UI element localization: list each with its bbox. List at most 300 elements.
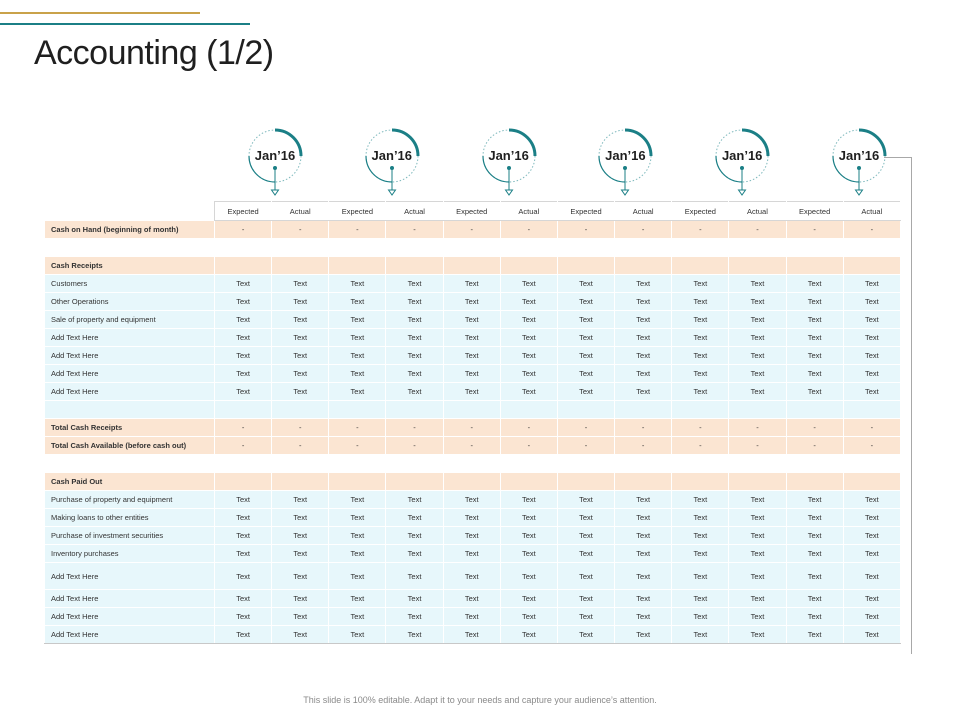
table-row xyxy=(45,545,901,563)
table-cell[interactable]: Text xyxy=(215,545,272,563)
table-cell[interactable]: Text xyxy=(729,275,786,293)
table-cell[interactable] xyxy=(672,455,729,473)
table-cell[interactable] xyxy=(615,401,672,419)
table-cell[interactable]: Text xyxy=(329,491,386,509)
month-label: Jan’16 xyxy=(838,148,880,163)
row-label: Add Text Here xyxy=(45,563,215,590)
table-cell[interactable]: Text xyxy=(615,527,672,545)
table-cell[interactable]: Text xyxy=(729,365,786,383)
table-cell[interactable]: - xyxy=(443,221,500,239)
table-cell[interactable]: Text xyxy=(272,608,329,626)
table-cell[interactable]: Text xyxy=(272,545,329,563)
table-cell[interactable]: - xyxy=(843,437,900,455)
table-cell[interactable]: Text xyxy=(500,365,557,383)
table-cell[interactable]: - xyxy=(672,419,729,437)
table-cell[interactable]: Text xyxy=(786,365,843,383)
table-cell[interactable] xyxy=(272,257,329,275)
table-cell[interactable]: Text xyxy=(672,383,729,401)
table-cell[interactable]: - xyxy=(615,437,672,455)
table-cell[interactable]: - xyxy=(215,221,272,239)
table-cell[interactable]: Text xyxy=(557,383,614,401)
table-cell[interactable]: Text xyxy=(672,491,729,509)
table-cell[interactable]: Text xyxy=(272,590,329,608)
table-cell[interactable]: Text xyxy=(500,383,557,401)
table-cell[interactable]: Text xyxy=(557,608,614,626)
table-cell[interactable] xyxy=(443,455,500,473)
table-cell[interactable]: Text xyxy=(672,509,729,527)
table-cell[interactable]: Text xyxy=(672,626,729,644)
table-cell[interactable]: Text xyxy=(443,527,500,545)
table-cell[interactable]: Text xyxy=(786,293,843,311)
table-cell[interactable]: - xyxy=(615,221,672,239)
table-cell[interactable]: Text xyxy=(843,347,900,365)
table-cell[interactable]: Text xyxy=(786,275,843,293)
table-cell[interactable]: Text xyxy=(215,509,272,527)
table-cell[interactable]: Text xyxy=(272,509,329,527)
table-cell[interactable]: Text xyxy=(500,545,557,563)
table-cell[interactable]: Text xyxy=(215,608,272,626)
table-cell[interactable]: Text xyxy=(215,527,272,545)
table-cell[interactable] xyxy=(557,401,614,419)
table-cell[interactable]: Text xyxy=(386,608,443,626)
column-subheader: Expected xyxy=(215,202,272,221)
table-cell[interactable]: Text xyxy=(500,293,557,311)
table-cell[interactable]: Text xyxy=(786,509,843,527)
table-cell[interactable] xyxy=(786,257,843,275)
table-cell[interactable]: Text xyxy=(500,347,557,365)
table-cell[interactable]: - xyxy=(557,419,614,437)
table-cell[interactable]: Text xyxy=(272,383,329,401)
table-cell[interactable]: Text xyxy=(843,329,900,347)
table-cell[interactable]: Text xyxy=(672,275,729,293)
row-label: Purchase of investment securities xyxy=(45,527,215,545)
table-cell[interactable] xyxy=(272,455,329,473)
table-cell[interactable] xyxy=(329,239,386,257)
table-cell[interactable]: Text xyxy=(843,509,900,527)
table-cell[interactable] xyxy=(215,455,272,473)
table-cell[interactable]: Text xyxy=(615,329,672,347)
table-cell[interactable]: - xyxy=(786,419,843,437)
table-cell[interactable]: Text xyxy=(615,347,672,365)
table-cell[interactable]: Text xyxy=(843,293,900,311)
table-cell[interactable]: Text xyxy=(272,365,329,383)
table-cell[interactable]: Text xyxy=(615,563,672,590)
table-cell[interactable]: Text xyxy=(786,608,843,626)
table-cell[interactable] xyxy=(786,455,843,473)
table-cell[interactable]: Text xyxy=(786,563,843,590)
table-cell[interactable]: Text xyxy=(386,383,443,401)
table-cell[interactable]: Text xyxy=(443,293,500,311)
table-cell[interactable]: - xyxy=(500,221,557,239)
table-cell[interactable]: - xyxy=(557,221,614,239)
table-cell[interactable] xyxy=(729,473,786,491)
table-cell[interactable]: Text xyxy=(729,590,786,608)
table-cell[interactable]: Text xyxy=(672,347,729,365)
table-cell[interactable] xyxy=(500,455,557,473)
table-cell[interactable]: Text xyxy=(672,608,729,626)
table-cell[interactable]: Text xyxy=(272,293,329,311)
column-subheader: Actual xyxy=(729,202,786,221)
table-cell[interactable]: Text xyxy=(386,590,443,608)
table-cell[interactable] xyxy=(615,473,672,491)
table-cell[interactable]: Text xyxy=(615,626,672,644)
table-cell[interactable]: - xyxy=(729,437,786,455)
table-cell[interactable] xyxy=(672,473,729,491)
table-cell[interactable]: Text xyxy=(500,608,557,626)
table-cell[interactable]: Text xyxy=(557,527,614,545)
table-cell[interactable]: - xyxy=(843,419,900,437)
table-cell[interactable] xyxy=(443,239,500,257)
table-cell[interactable] xyxy=(215,239,272,257)
table-cell[interactable]: Text xyxy=(215,365,272,383)
table-cell[interactable]: Text xyxy=(443,545,500,563)
table-cell[interactable] xyxy=(729,239,786,257)
table-cell[interactable]: Text xyxy=(329,509,386,527)
table-cell[interactable]: Text xyxy=(443,275,500,293)
table-cell[interactable]: Text xyxy=(272,347,329,365)
table-cell[interactable]: - xyxy=(500,419,557,437)
table-cell[interactable] xyxy=(729,455,786,473)
table-cell[interactable]: Text xyxy=(272,329,329,347)
table-cell[interactable]: - xyxy=(786,437,843,455)
table-cell[interactable]: Text xyxy=(215,626,272,644)
table-cell[interactable]: - xyxy=(329,221,386,239)
table-cell[interactable]: - xyxy=(386,419,443,437)
table-cell[interactable]: Text xyxy=(615,293,672,311)
table-cell[interactable]: Text xyxy=(329,590,386,608)
table-cell[interactable]: Text xyxy=(215,329,272,347)
table-cell[interactable]: Text xyxy=(843,527,900,545)
table-cell[interactable]: - xyxy=(672,437,729,455)
table-cell[interactable]: Text xyxy=(557,563,614,590)
table-cell[interactable] xyxy=(443,473,500,491)
table-cell[interactable]: Text xyxy=(557,293,614,311)
table-cell[interactable] xyxy=(729,257,786,275)
table-cell[interactable]: Text xyxy=(500,626,557,644)
table-cell[interactable]: Text xyxy=(329,626,386,644)
table-cell[interactable]: Text xyxy=(557,491,614,509)
table-cell[interactable] xyxy=(786,473,843,491)
table-cell[interactable]: Text xyxy=(615,545,672,563)
table-cell[interactable]: Text xyxy=(443,329,500,347)
table-cell[interactable] xyxy=(557,455,614,473)
table-cell[interactable]: Text xyxy=(672,590,729,608)
table-cell[interactable]: Text xyxy=(443,491,500,509)
table-cell[interactable]: Text xyxy=(672,329,729,347)
table-cell[interactable]: Text xyxy=(557,329,614,347)
table-cell[interactable]: Text xyxy=(386,311,443,329)
table-row xyxy=(45,239,901,257)
table-cell[interactable]: Text xyxy=(500,311,557,329)
table-cell[interactable]: Text xyxy=(672,293,729,311)
table-cell[interactable]: Text xyxy=(500,275,557,293)
table-cell[interactable]: Text xyxy=(215,347,272,365)
table-cell[interactable]: - xyxy=(215,437,272,455)
table-cell[interactable]: Text xyxy=(329,293,386,311)
table-cell[interactable] xyxy=(272,473,329,491)
table-cell[interactable]: Text xyxy=(443,383,500,401)
table-cell[interactable]: Text xyxy=(272,527,329,545)
table-cell[interactable]: Text xyxy=(672,545,729,563)
table-cell[interactable] xyxy=(500,239,557,257)
row-label: Sale of property and equipment xyxy=(45,311,215,329)
table-cell[interactable]: Text xyxy=(557,626,614,644)
table-cell[interactable] xyxy=(729,401,786,419)
table-cell[interactable] xyxy=(843,239,900,257)
table-cell[interactable] xyxy=(672,257,729,275)
table-cell[interactable]: Text xyxy=(729,509,786,527)
row-label xyxy=(45,239,215,257)
table-cell[interactable]: Text xyxy=(729,293,786,311)
table-cell[interactable]: Text xyxy=(615,383,672,401)
table-cell[interactable]: Text xyxy=(215,293,272,311)
table-cell[interactable]: Text xyxy=(500,590,557,608)
table-cell[interactable]: Text xyxy=(329,608,386,626)
table-cell[interactable]: Text xyxy=(729,329,786,347)
table-cell[interactable] xyxy=(443,401,500,419)
row-label: Add Text Here xyxy=(45,365,215,383)
table-cell[interactable] xyxy=(386,473,443,491)
table-cell[interactable]: Text xyxy=(615,608,672,626)
table-cell[interactable]: Text xyxy=(329,329,386,347)
table-cell[interactable]: Text xyxy=(843,545,900,563)
table-row xyxy=(45,491,901,509)
table-cell[interactable]: - xyxy=(672,221,729,239)
table-cell[interactable] xyxy=(843,473,900,491)
table-cell[interactable] xyxy=(843,455,900,473)
table-row xyxy=(45,311,901,329)
table-cell[interactable]: Text xyxy=(615,311,672,329)
table-cell[interactable] xyxy=(557,257,614,275)
table-cell[interactable]: Text xyxy=(786,329,843,347)
table-cell[interactable]: Text xyxy=(500,509,557,527)
table-cell[interactable]: Text xyxy=(729,527,786,545)
row-label: Add Text Here xyxy=(45,608,215,626)
table-cell[interactable] xyxy=(215,401,272,419)
table-cell[interactable] xyxy=(500,257,557,275)
table-cell[interactable]: Text xyxy=(272,491,329,509)
table-cell[interactable]: Text xyxy=(557,365,614,383)
table-cell[interactable]: Text xyxy=(729,563,786,590)
table-cell[interactable]: Text xyxy=(786,347,843,365)
table-cell[interactable]: Text xyxy=(443,590,500,608)
table-cell[interactable]: Text xyxy=(729,608,786,626)
table-cell[interactable]: Text xyxy=(500,563,557,590)
table-cell[interactable]: Text xyxy=(672,563,729,590)
table-cell[interactable]: Text xyxy=(729,311,786,329)
table-cell[interactable]: Text xyxy=(215,590,272,608)
table-cell[interactable]: Text xyxy=(786,626,843,644)
table-cell[interactable]: - xyxy=(329,419,386,437)
table-cell[interactable]: - xyxy=(215,419,272,437)
table-cell[interactable] xyxy=(557,473,614,491)
table-cell[interactable]: Text xyxy=(843,563,900,590)
table-cell[interactable]: Text xyxy=(557,347,614,365)
accent-line-gold xyxy=(0,12,200,14)
table-cell[interactable]: Text xyxy=(843,311,900,329)
table-cell[interactable]: Text xyxy=(329,545,386,563)
table-cell[interactable]: Text xyxy=(386,275,443,293)
table-cell[interactable]: Text xyxy=(215,491,272,509)
table-cell[interactable]: Text xyxy=(386,527,443,545)
table-cell[interactable]: - xyxy=(786,221,843,239)
table-cell[interactable]: Text xyxy=(843,275,900,293)
table-cell[interactable]: Text xyxy=(272,311,329,329)
table-cell[interactable]: Text xyxy=(386,347,443,365)
table-cell[interactable]: Text xyxy=(443,347,500,365)
table-cell[interactable]: Text xyxy=(615,275,672,293)
table-cell[interactable]: Text xyxy=(443,626,500,644)
table-cell[interactable] xyxy=(386,455,443,473)
table-cell[interactable]: Text xyxy=(500,527,557,545)
row-label: Purchase of property and equipment xyxy=(45,491,215,509)
table-cell[interactable]: Text xyxy=(329,563,386,590)
table-cell[interactable]: - xyxy=(272,419,329,437)
table-row xyxy=(45,590,901,608)
table-cell[interactable] xyxy=(672,401,729,419)
table-cell[interactable]: - xyxy=(272,437,329,455)
table-cell[interactable] xyxy=(500,401,557,419)
table-cell[interactable]: Text xyxy=(557,509,614,527)
table-cell[interactable]: Text xyxy=(843,491,900,509)
table-cell[interactable]: - xyxy=(615,419,672,437)
table-cell[interactable]: - xyxy=(729,419,786,437)
table-cell[interactable] xyxy=(215,473,272,491)
footer-note: This slide is 100% editable. Adapt it to your needs and capture your audience’s attention. xyxy=(303,695,657,705)
table-cell[interactable] xyxy=(672,239,729,257)
table-cell[interactable]: Text xyxy=(672,365,729,383)
table-cell[interactable]: Text xyxy=(329,275,386,293)
table-cell[interactable]: Text xyxy=(843,383,900,401)
table-cell[interactable]: Text xyxy=(615,491,672,509)
table-cell[interactable]: Text xyxy=(215,275,272,293)
table-cell[interactable]: Text xyxy=(386,509,443,527)
table-cell[interactable] xyxy=(329,455,386,473)
table-cell[interactable]: - xyxy=(843,221,900,239)
table-cell[interactable] xyxy=(386,257,443,275)
table-cell[interactable] xyxy=(786,239,843,257)
table-cell[interactable] xyxy=(615,455,672,473)
table-cell[interactable]: - xyxy=(557,437,614,455)
table-cell[interactable]: Text xyxy=(272,563,329,590)
table-cell[interactable]: Text xyxy=(557,311,614,329)
table-cell[interactable]: Text xyxy=(615,509,672,527)
table-cell[interactable]: - xyxy=(443,419,500,437)
table-cell[interactable]: Text xyxy=(386,293,443,311)
table-cell[interactable]: Text xyxy=(557,545,614,563)
table-cell[interactable]: Text xyxy=(386,626,443,644)
table-cell[interactable] xyxy=(843,257,900,275)
accent-line-teal xyxy=(0,23,250,25)
table-cell[interactable]: Text xyxy=(729,491,786,509)
table-cell[interactable] xyxy=(500,473,557,491)
table-cell[interactable]: Text xyxy=(443,311,500,329)
table-cell[interactable]: Text xyxy=(215,563,272,590)
table-cell[interactable]: Text xyxy=(729,383,786,401)
table-cell[interactable]: Text xyxy=(843,608,900,626)
table-cell[interactable] xyxy=(272,401,329,419)
table-cell[interactable]: Text xyxy=(329,383,386,401)
table-cell[interactable] xyxy=(443,257,500,275)
table-cell[interactable]: Text xyxy=(500,329,557,347)
table-cell[interactable]: Text xyxy=(443,509,500,527)
table-cell[interactable] xyxy=(329,473,386,491)
table-cell[interactable]: Text xyxy=(272,275,329,293)
table-cell[interactable] xyxy=(329,257,386,275)
table-cell[interactable]: Text xyxy=(386,491,443,509)
month-ring-icon xyxy=(364,128,420,200)
table-cell[interactable]: Text xyxy=(329,527,386,545)
table-cell[interactable]: - xyxy=(729,221,786,239)
table-cell[interactable] xyxy=(786,401,843,419)
table-row xyxy=(45,608,901,626)
table-cell[interactable]: Text xyxy=(215,383,272,401)
table-cell[interactable] xyxy=(386,239,443,257)
table-cell[interactable] xyxy=(557,239,614,257)
table-cell[interactable]: Text xyxy=(786,527,843,545)
table-cell[interactable] xyxy=(329,401,386,419)
table-cell[interactable]: Text xyxy=(272,626,329,644)
table-cell[interactable]: Text xyxy=(443,365,500,383)
table-cell[interactable]: Text xyxy=(615,590,672,608)
table-cell[interactable]: Text xyxy=(729,626,786,644)
month-label: Jan’16 xyxy=(371,148,413,163)
table-cell[interactable]: Text xyxy=(329,347,386,365)
table-row xyxy=(45,419,901,437)
month-label: Jan’16 xyxy=(488,148,529,163)
table-cell[interactable]: Text xyxy=(672,527,729,545)
table-cell[interactable]: - xyxy=(386,221,443,239)
table-cell[interactable] xyxy=(386,401,443,419)
table-cell[interactable] xyxy=(272,239,329,257)
table-cell[interactable]: Text xyxy=(786,491,843,509)
table-cell[interactable]: Text xyxy=(729,347,786,365)
table-cell[interactable]: Text xyxy=(843,365,900,383)
table-cell[interactable]: - xyxy=(500,437,557,455)
table-cell[interactable]: - xyxy=(443,437,500,455)
table-cell[interactable]: Text xyxy=(786,383,843,401)
table-cell[interactable]: Text xyxy=(557,590,614,608)
table-cell[interactable]: Text xyxy=(786,590,843,608)
table-cell[interactable]: Text xyxy=(386,545,443,563)
table-cell[interactable]: Text xyxy=(386,563,443,590)
table-cell[interactable]: Text xyxy=(843,590,900,608)
table-cell[interactable]: Text xyxy=(557,275,614,293)
table-cell[interactable]: Text xyxy=(786,311,843,329)
table-cell[interactable]: Text xyxy=(729,545,786,563)
table-cell[interactable]: - xyxy=(386,437,443,455)
table-cell[interactable] xyxy=(615,239,672,257)
table-cell[interactable]: Text xyxy=(329,365,386,383)
table-cell[interactable] xyxy=(215,257,272,275)
table-cell[interactable]: Text xyxy=(615,365,672,383)
cash-flow-table xyxy=(44,201,901,644)
table-cell[interactable]: Text xyxy=(843,626,900,644)
table-cell[interactable] xyxy=(843,401,900,419)
table-cell[interactable]: Text xyxy=(329,311,386,329)
table-cell[interactable]: - xyxy=(329,437,386,455)
table-cell[interactable]: Text xyxy=(786,545,843,563)
table-cell[interactable]: Text xyxy=(500,491,557,509)
table-cell[interactable]: Text xyxy=(386,329,443,347)
table-cell[interactable]: Text xyxy=(672,311,729,329)
table-cell[interactable]: Text xyxy=(386,365,443,383)
table-cell[interactable] xyxy=(615,257,672,275)
table-cell[interactable]: - xyxy=(272,221,329,239)
table-cell[interactable]: Text xyxy=(443,563,500,590)
table-cell[interactable]: Text xyxy=(443,608,500,626)
table-cell[interactable]: Text xyxy=(215,311,272,329)
